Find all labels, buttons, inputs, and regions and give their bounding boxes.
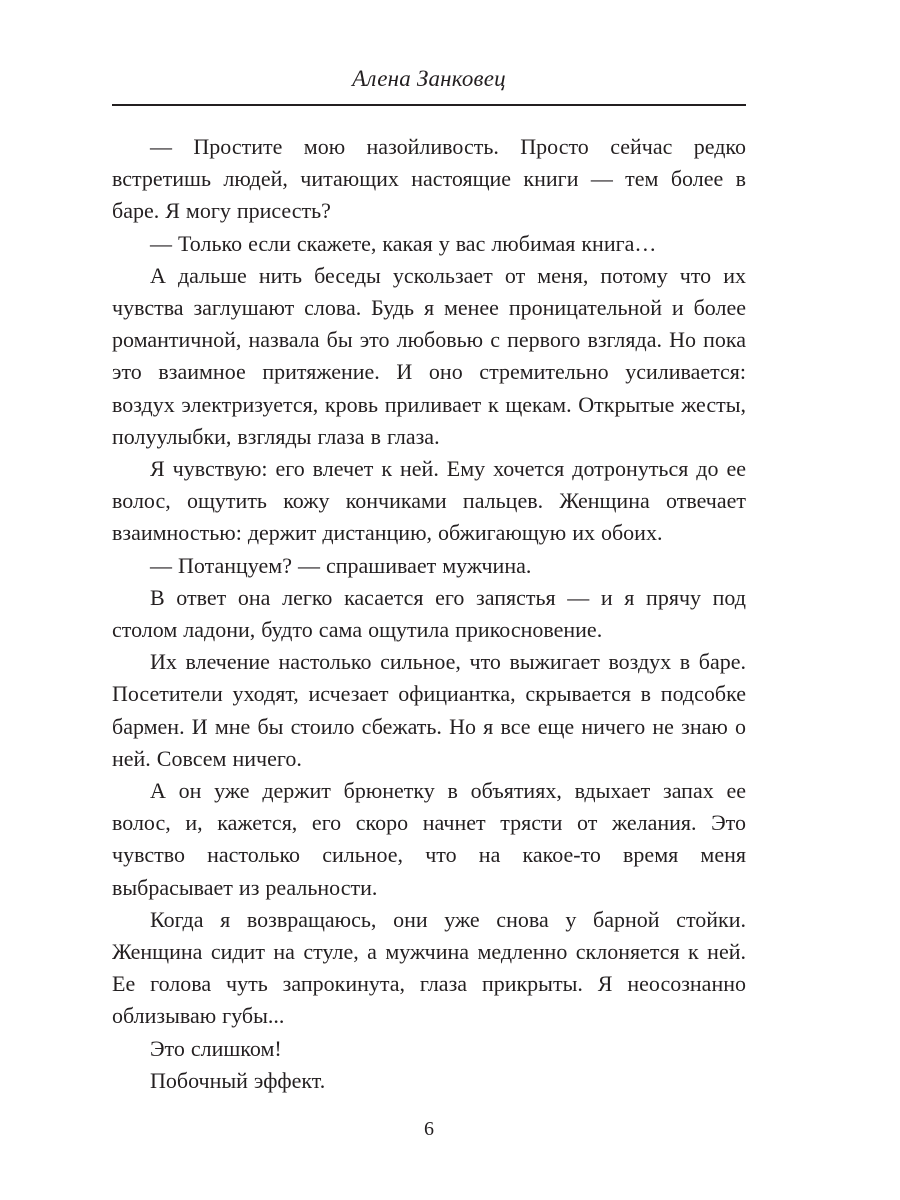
page-body	[112, 131, 746, 1097]
paragraph: Это слишком!	[150, 1035, 282, 1061]
paragraph: — Потанцуем? — спрашивает мужчина.	[150, 552, 532, 578]
paragraph: А он уже держит брюнетку в объятиях, вдыхает запах ее волос, и, кажется, его скоро начнет трясти от желания. Это чувство настолько сильное, что на какое-то время меня выбрасывает из реальности.	[112, 778, 746, 900]
paragraph: Я чувствую: его влечет к ней. Ему хочется дотронуться до ее волос, ощутить кожу кончиками пальцев. Женщина отвечает взаимностью: держит дистанцию, обжигающую их обоих.	[112, 456, 746, 546]
paragraph: А дальше нить беседы ускользает от меня, потому что их чувства заглушают слова. Будь я менее проницательной и более романтичной, назвала бы это любовью с первого взгляда. Но пока это взаимное притяжение. И оно стремительно усиливается: воздух электризуется, кровь приливает к щекам. Открытые жесты, полуулыбки, взгляды глаза в глаза.	[112, 262, 746, 449]
paragraph: — Простите мою назойливость. Просто сейчас редко встретишь людей, читающих настоящие книги — тем более в баре. Я могу присесть?	[112, 134, 746, 224]
running-header	[112, 64, 746, 104]
paragraph: Побочный эффект.	[150, 1067, 326, 1093]
paragraph: — Только если скажете, какая у вас любимая книга…	[150, 230, 657, 256]
paragraph: В ответ она легко касается его запястья — и я прячу под столом ладони, будто сама ощутила прикосновение.	[112, 584, 746, 643]
header-rule	[112, 104, 746, 106]
paragraph: Когда я возвращаюсь, они уже снова у барной стойки. Женщина сидит на стуле, а мужчина медленно склоняется к ней. Ее голова чуть запрокинута, глаза прикрыты. Я неосознанно облизываю губы...	[112, 906, 746, 1029]
page-number: 6	[424, 1118, 434, 1140]
paragraph: Их влечение настолько сильное, что выжигает воздух в баре. Посетители уходят, исчезает официантка, скрывается в подсобке бармен. И мне бы стоило сбежать. Но я все еще ничего не знаю о ней. Совсем ничего.	[112, 649, 746, 771]
author-name: Алена Занковец	[352, 66, 506, 91]
